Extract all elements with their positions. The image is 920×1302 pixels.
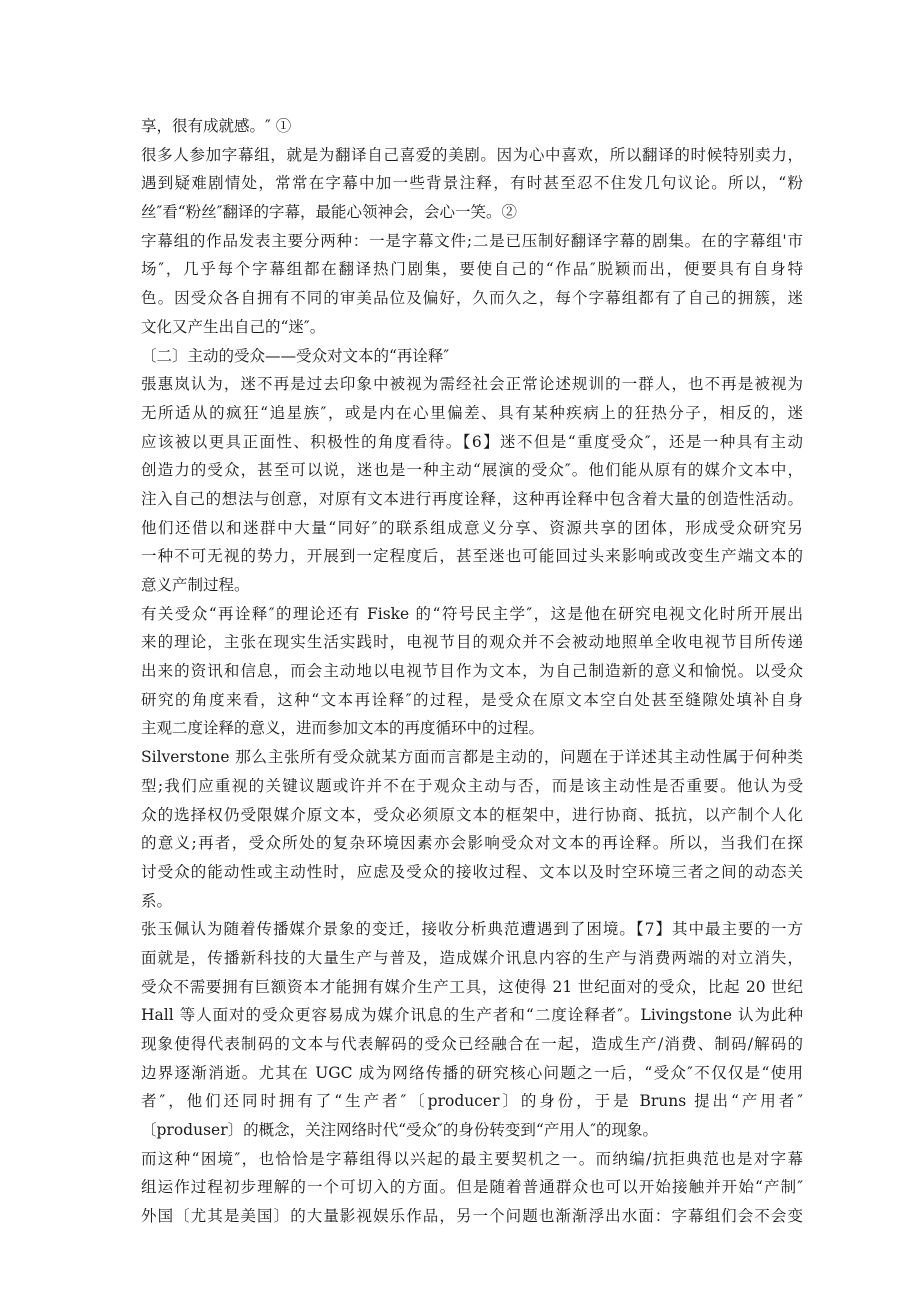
text-line: 系。 xyxy=(141,891,173,910)
text-line: Silverstone 那么主张所有受众就某方面而言都是主动的，问题在于详述其主动性属于何种类 xyxy=(141,748,803,767)
text-line: 意义产制过程。 xyxy=(141,576,250,594)
text-line: 现象使得代表制码的文本与代表解码的受众已经融合在一起，造成生产/消费、制码/解码的 xyxy=(141,1035,803,1053)
text-line: 众的选择权仍受限媒介原文本，受众必须原文本的框架中，进行协商、抵抗，以产制个人化 xyxy=(141,805,803,824)
text-line: 的意义;再者，受众所处的复杂环境因素亦会影响受众对文本的再诠释。所以，当我们在探 xyxy=(141,834,803,853)
text-line: 他们还借以和迷群中大量“同好″的联系组成意义分享、资源共享的团体，形成受众研究另 xyxy=(141,518,803,537)
text-line: 有关受众“再诠释″的理论还有 Fiske 的“符号民主学″，这是他在研究电视文化时所开展出 xyxy=(141,604,803,623)
text-line: 张玉佩认为随着传播媒介景象的变迁，接收分析典范遭遇到了困境。【7】其中最主要的一方 xyxy=(141,920,803,939)
text-line: 者″，他们还同时拥有了“生产者″〔producer〕的身份，于是 Bruns 提出“产用者″ xyxy=(141,1092,803,1111)
text-line: 讨受众的能动性或主动性时，应虑及受众的接收过程、文本以及时空环境三者之间的动态关 xyxy=(141,862,803,881)
text-line: 〔produser〕的概念，关注网络时代“受众″的身份转变到“产用人″的现象。 xyxy=(141,1121,659,1140)
text-line: 外国〔尤其是美国〕的大量影视娱乐作品，另一个问题也渐渐浮出水面：字幕组们会不会变 xyxy=(141,1207,803,1226)
text-line: 遇到疑难剧情处，常常在字幕中加一些背景注释，有时甚至忍不住发几句议论。所以，“粉 xyxy=(141,174,803,193)
document-body xyxy=(141,112,803,1231)
text-line: 色。因受众各自拥有不同的审美品位及偏好，久而久之，每个字幕组都有了自己的拥簇，迷 xyxy=(141,289,803,308)
text-line: 字幕组的作品发表主要分两种：一是字幕文件;二是已压制好翻译字幕的剧集。在的字幕组'市 xyxy=(141,231,803,250)
text-line: 场″，几乎每个字幕组都在翻译热门剧集，要使自己的“作品″脱颖而出，便要具有自身特 xyxy=(141,260,803,279)
text-line: 文化又产生出自己的“迷″。 xyxy=(141,317,326,336)
text-line: 注入自己的想法与创意，对原有文本进行再度诠释，这种再诠释中包含着大量的创造性活动。 xyxy=(141,489,803,508)
text-line: 張惠岚认为，迷不再是过去印象中被视为需经社会正常论述规训的一群人，也不再是被视为 xyxy=(141,375,803,394)
text-line: 丝″看“粉丝″翻译的字幕，最能心领神会，会心一笑。② xyxy=(141,203,518,222)
text-line: 创造力的受众，甚至可以说，迷也是一种主动“展演的受众″。他们能从原有的媒介文本中， xyxy=(141,461,803,480)
text-line: Hall 等人面对的受众更容易成为媒介讯息的生产者和“二度诠释者″。Livingstone 认为此种 xyxy=(141,1006,803,1025)
text-line: 边界逐渐消逝。尤其在 UGC 成为网络传播的研究核心问题之一后，“受众″不仅仅是“使用 xyxy=(141,1063,803,1082)
text-line: 来的理论，主张在现实生活实践时，电视节目的观众并不会被动地照单全收电视节目所传递 xyxy=(141,633,803,652)
section-heading: 〔二〕主动的受众——受众对文本的“再诠释″ xyxy=(141,346,450,365)
text-line: 享，很有成就感。″ ① xyxy=(141,117,292,135)
text-line: 面就是，传播新科技的大量生产与普及，造成媒介讯息内容的生产与消费两端的对立消失， xyxy=(141,948,803,967)
text-line: 受众不需要拥有巨额资本才能拥有媒介生产工具，这使得 21 世纪面对的受众，比起 20 世纪 xyxy=(141,977,803,996)
text-line: 一种不可无视的势力，开展到一定程度后，甚至迷也可能回过头来影响或改变生产端文本的 xyxy=(141,547,803,566)
text-line: 无所适从的疯狂“追星族″，或是内在心里偏差、具有某种疾病上的狂热分子，相反的，迷 xyxy=(141,403,803,422)
text-line: 而这种“困境″，也恰恰是字幕组得以兴起的最主要契机之一。而纳编/抗拒典范也是对字幕 xyxy=(141,1149,803,1168)
text-line: 型;我们应重视的关键议题或许并不在于观众主动与否，而是该主动性是否重要。他认为受 xyxy=(141,776,803,795)
text-line: 出来的资讯和信息，而会主动地以电视节目作为文本，为自己制造新的意义和愉悦。以受众 xyxy=(141,662,803,681)
text-line: 主观二度诠释的意义，进而参加文本的再度循环中的过程。 xyxy=(141,719,545,738)
text-line: 应该被以更具正面性、积极性的角度看待。【6】迷不但是“重度受众″，还是一种具有主动 xyxy=(141,432,803,451)
text-line: 很多人参加字幕组，就是为翻译自己喜爱的美剧。因为心中喜欢，所以翻译的时候特别卖力， xyxy=(141,145,803,164)
text-line: 组运作过程初步理解的一个可切入的方面。但是随着普通群众也可以开始接触并开始“产制″ xyxy=(141,1178,803,1197)
text-line: 研究的角度来看，这种“文本再诠释″的过程，是受众在原文本空白处甚至缝隙处填补自身 xyxy=(141,690,803,709)
